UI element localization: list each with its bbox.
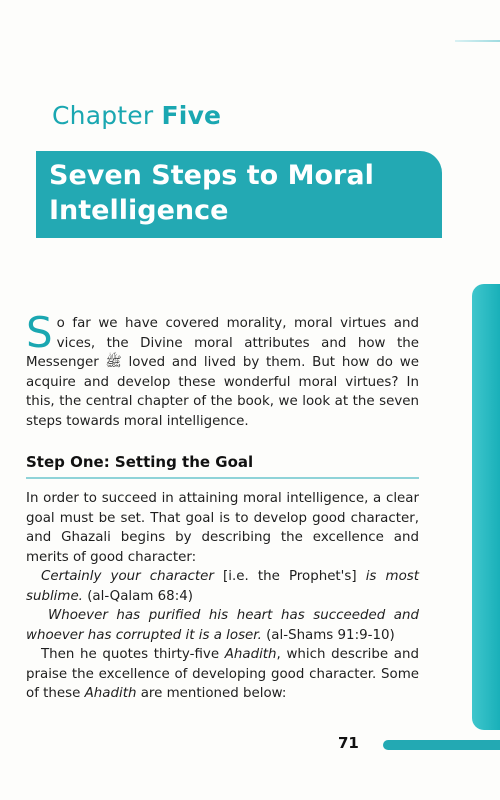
quote-qalam-ref: (al-Qalam 68:4): [82, 588, 193, 604]
quote-qalam-part2: is most sublime.: [26, 569, 419, 604]
p2-text-a: Then he quotes thirty-five: [41, 647, 225, 662]
page-number: 71: [338, 734, 359, 752]
quote-qalam-bracket: [i.e. the Prophet's]: [213, 569, 366, 584]
chapter-number: Five: [161, 101, 222, 130]
p2-term-2: Ahadith: [84, 686, 137, 701]
footer-decorative-bar: [383, 740, 500, 750]
p2-text-c: , which describe and praise the excellence of developing good character. Some of these: [26, 647, 419, 701]
chapter-title-banner: [36, 151, 442, 238]
top-decorative-rule: [455, 40, 500, 42]
p2-term-1: Ahadith: [224, 647, 277, 662]
section-heading: Step One: Setting the Goal: [26, 453, 254, 471]
chapter-word: Chapter: [52, 101, 154, 130]
body-paragraph-2: [26, 645, 419, 704]
quote-qalam-part1: Certainly your character: [41, 569, 214, 584]
intro-paragraph: [26, 308, 419, 431]
quote-shams-ref: (al-Shams 91:9-10): [261, 627, 395, 643]
intro-text: o far we have covered morality, moral virtues and vices, the Divine moral attributes and how the Messenger ﷺ loved and lived by them. But how do we acquire and develop these wonderful moral virtues? In this, the central chapter of the book, we look at the seven steps towards moral intelligence.: [26, 316, 419, 429]
quote-shams: [26, 606, 419, 645]
chapter-label: [52, 101, 221, 130]
drop-cap: S: [26, 308, 53, 357]
quote-shams-text: Whoever has purified his heart has succeeded and whoever has corrupted it is a loser.: [26, 608, 419, 643]
side-decorative-bar: [472, 284, 500, 730]
p2-text-e: are mentioned below:: [136, 686, 287, 701]
chapter-title: Seven Steps to Moral Intelligence: [49, 160, 374, 226]
body-paragraph: In order to succeed in attaining moral intelligence, a clear goal must be set. That goal is to develop good character, and Ghazali begins by describing the excellence and merits of good character:: [26, 491, 419, 565]
section-body: [26, 489, 419, 704]
section-heading-rule: [26, 477, 419, 479]
quote-qalam: [26, 567, 419, 606]
